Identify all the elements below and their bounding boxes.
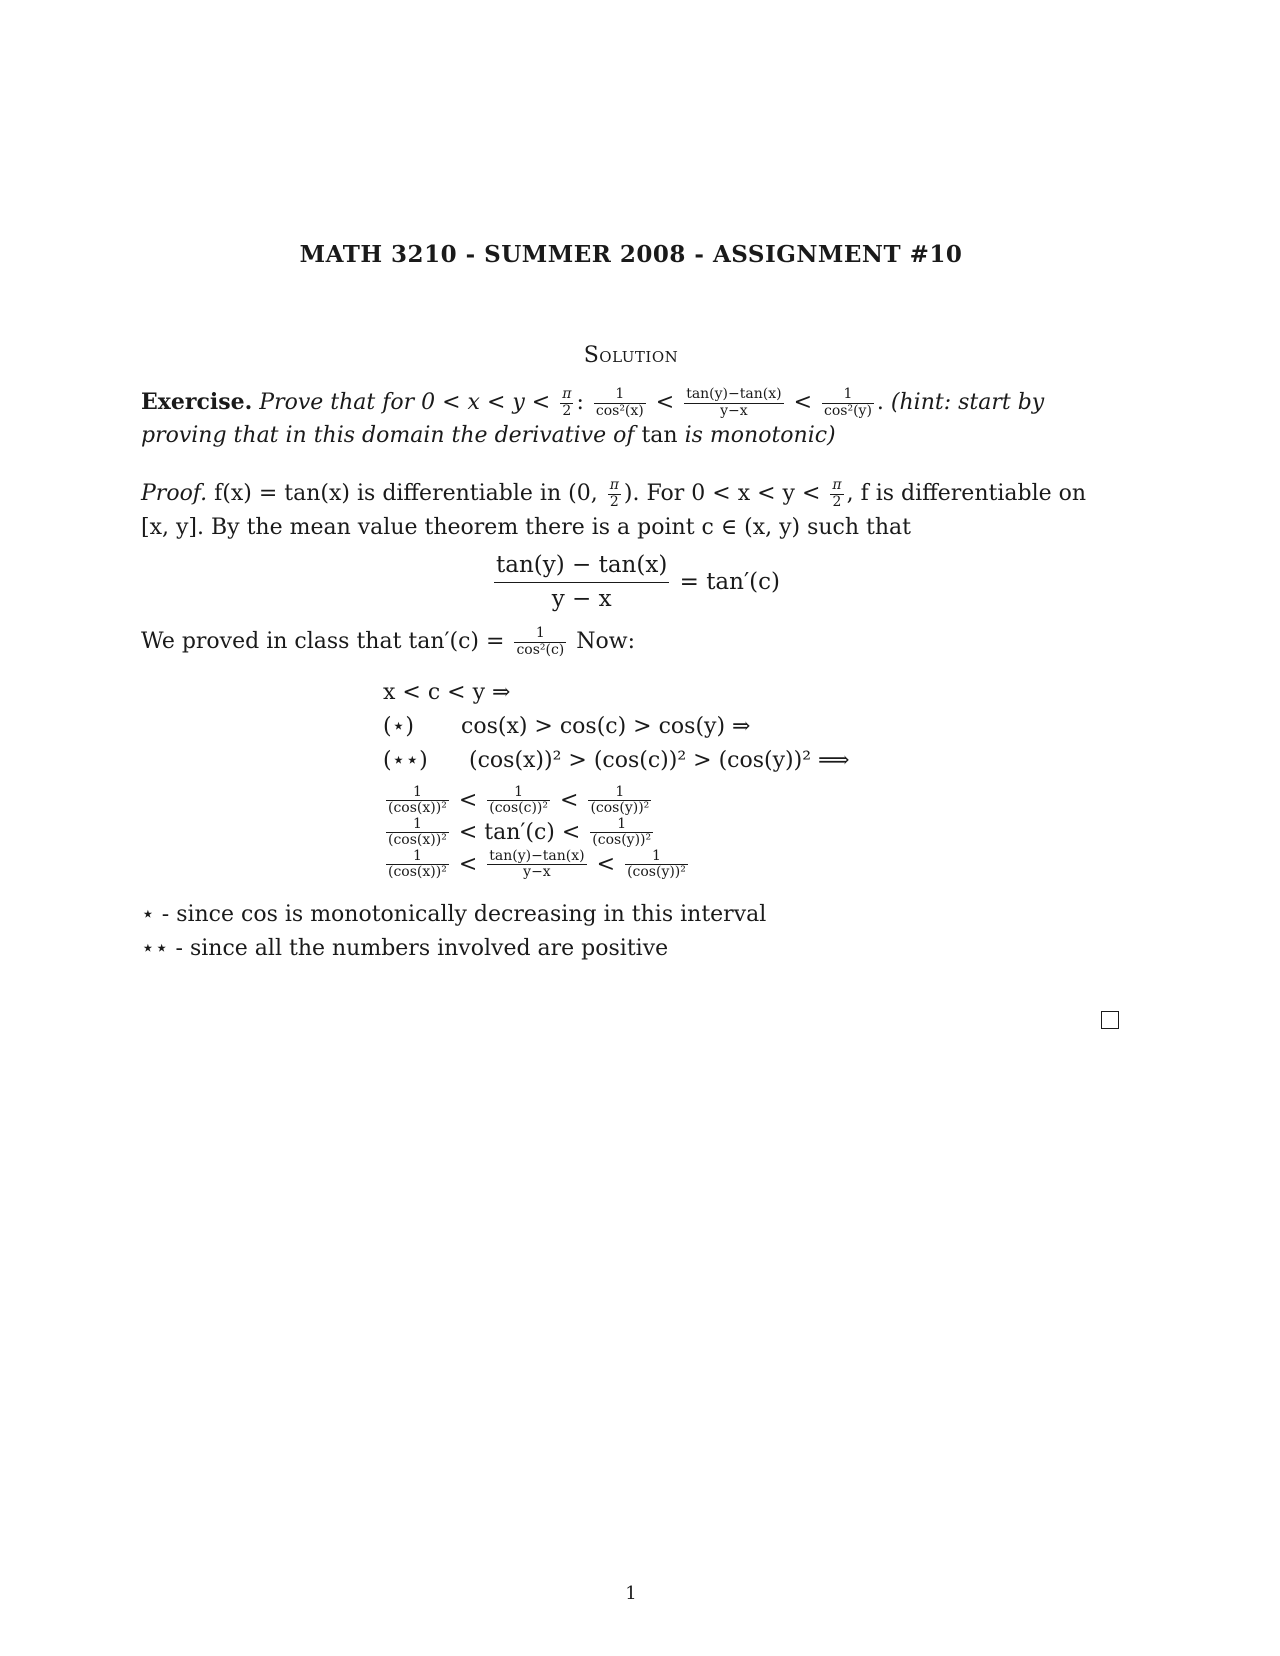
fraction-cx: $\frac{1}{\text{(cos(x))²}}$: [388, 784, 447, 817]
lt-sign: <: [458, 851, 478, 877]
step-6: [383, 849, 691, 881]
fraction-cx: $\frac{1}{\text{(cos(x))²}}$: [388, 816, 447, 849]
note-1: ⋆ - since cos is monotonically decreasing in this interval: [141, 902, 767, 927]
hint-end: is monotonic): [677, 423, 836, 448]
hint-start: (hint: start by: [890, 390, 1045, 415]
mvt-rhs: = tan′(c): [679, 568, 781, 595]
lt-sign: <: [793, 390, 819, 415]
inv-cos2y-fraction: $\frac{1}{\text{cos²(y)}}$: [824, 386, 872, 419]
lt-sign: <: [596, 851, 616, 877]
exercise-lead: Prove that for 0 < x < y <: [259, 390, 558, 415]
step-2: [383, 714, 751, 739]
proof-text-a: f(x) = tan(x) is differentiable in (0,: [207, 481, 605, 506]
step-2-text: cos(x) > cos(c) > cos(y) ⇒: [461, 714, 751, 739]
lt-sign: <: [458, 819, 478, 845]
lt-sign: <: [458, 787, 478, 813]
step-5: [383, 817, 656, 849]
step-3-text: (cos(x))² > (cos(c))² > (cos(y))² ⟹: [469, 748, 850, 773]
proof-text-c: , f is differentiable on: [846, 481, 1087, 506]
fraction-cy: $\frac{1}{\text{(cos(y))²}}$: [592, 816, 652, 849]
difference-quotient: $\frac{\tan(y)-\tan(x)}{y-x}$: [489, 848, 585, 881]
pi-over-two: $\frac{\pi}{2}$: [832, 477, 842, 510]
pi-over-two: $\frac{\pi}{2}$: [609, 477, 619, 510]
lt-sign: <: [561, 819, 581, 845]
inv-cos2c-fraction: $\frac{1}{\text{cos²(c)}}$: [516, 625, 565, 658]
section-heading: Solution: [583, 343, 679, 368]
proof-text-b: ). For 0 < x < y <: [623, 481, 828, 506]
step-3-label: (⋆⋆): [383, 748, 428, 773]
exercise-period: .: [876, 390, 891, 415]
proof-label: Proof.: [141, 481, 208, 506]
step-2-label: (⋆): [383, 714, 414, 739]
tan-prime-c: tan′(c): [484, 819, 555, 845]
fraction-cy: $\frac{1}{\text{(cos(y))²}}$: [627, 848, 686, 881]
class-now: Now:: [569, 629, 636, 654]
fraction-cy: $\frac{1}{\text{(cos(y))²}}$: [590, 784, 650, 817]
note-2: ⋆⋆ - since all the numbers involved are positive: [141, 936, 669, 961]
exercise-colon: :: [576, 390, 591, 415]
lt-sign: <: [560, 787, 579, 813]
mvt-fraction: $\frac{\tan(y) - \tan(x)}{y - x}$: [496, 552, 668, 613]
step-1: x < c < y ⇒: [383, 680, 511, 705]
exercise-line-2: [141, 419, 836, 453]
exercise-label: Exercise.: [141, 389, 253, 415]
qed-box: [1101, 1011, 1119, 1029]
lt-sign: <: [655, 390, 682, 415]
page-title: MATH 3210 - SUMMER 2008 - ASSIGNMENT #10: [299, 241, 963, 268]
fraction-cx: $\frac{1}{\text{(cos(x))²}}$: [388, 848, 447, 881]
inv-cos2x-fraction: $\frac{1}{\text{cos²(x)}}$: [595, 386, 644, 419]
fraction-cc: $\frac{1}{\text{(cos(c))²}}$: [489, 784, 549, 817]
step-4: [383, 785, 654, 817]
class-text: We proved in class that tan′(c) =: [141, 629, 512, 654]
difference-quotient: $\frac{\tan(y)-\tan(x)}{y-x}$: [686, 386, 782, 419]
step-3: [383, 748, 850, 773]
hint-middle: proving that in this domain the derivative of: [141, 423, 642, 448]
proof-line-1: [141, 477, 1086, 511]
page-number: 1: [625, 1583, 637, 1604]
mvt-equation: [491, 553, 780, 613]
exercise-line-1: [141, 385, 1044, 420]
class-line: [141, 625, 635, 659]
pi-over-two: $\frac{\pi}{2}$: [562, 386, 572, 419]
proof-line-2: [x, y]. By the mean value theorem there is a point c ∈ (x, y) such that: [141, 515, 912, 540]
tan-word: tan: [641, 423, 678, 448]
